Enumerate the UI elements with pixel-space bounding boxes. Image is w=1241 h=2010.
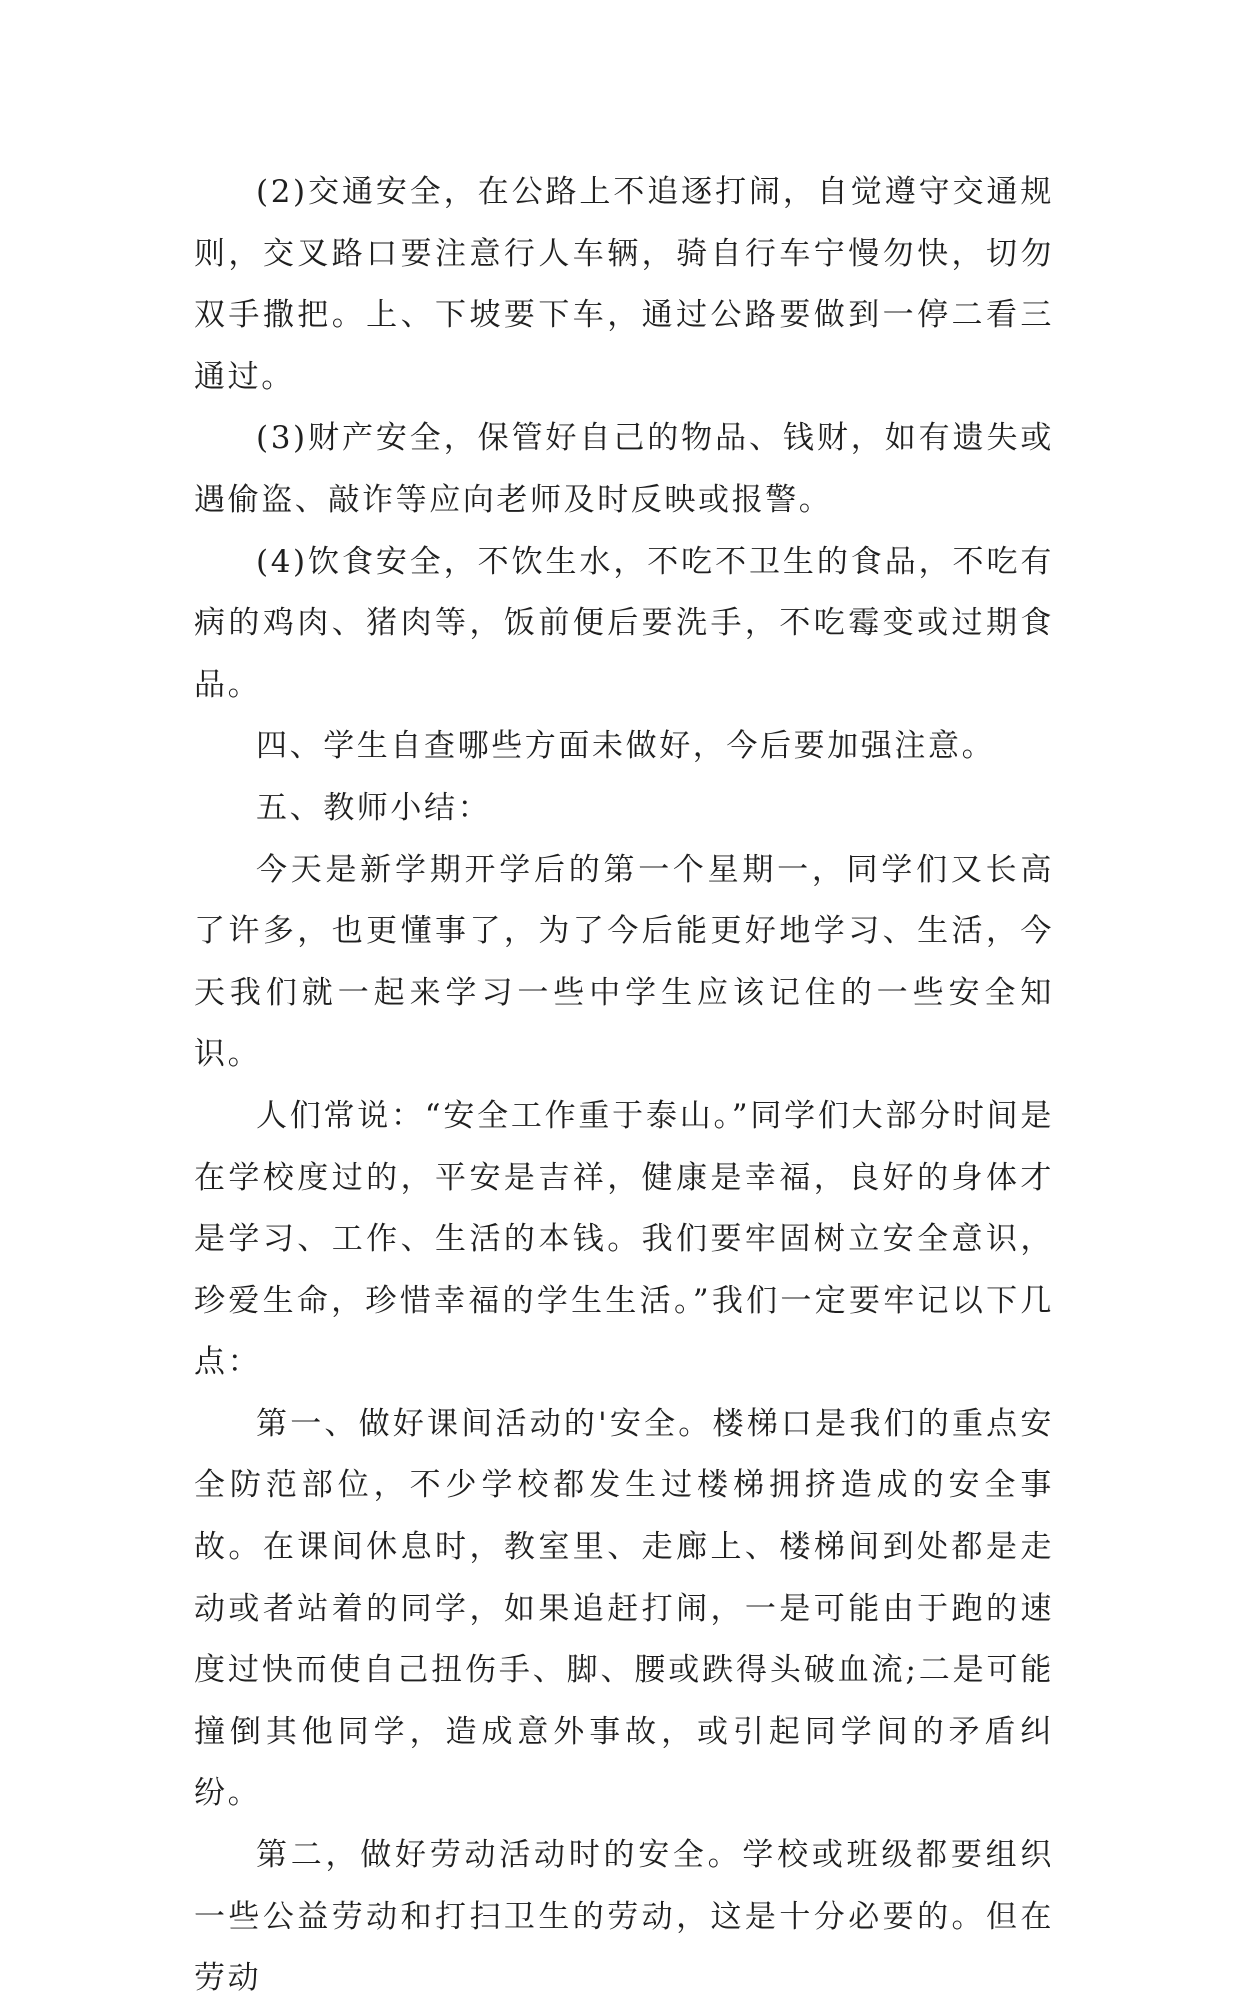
paragraph-food-safety: (4)饮食安全，不饮生水，不吃不卫生的食品，不吃有病的鸡肉、猪肉等，饭前便后要洗手，不吃霉变或过期食品。 bbox=[194, 543, 1054, 703]
paragraph-teacher-summary-heading: 五、教师小结： bbox=[256, 789, 492, 826]
paragraph-labor-safety: 第二，做好劳动活动时的安全。学校或班级都要组织一些公益劳动和打扫卫生的劳动，这是十分必要的。但在劳动 bbox=[194, 1837, 1054, 1997]
paragraph-self-check: 四、学生自查哪些方面未做好，今后要加强注意。 bbox=[256, 728, 996, 765]
paragraph-traffic-safety: (2)交通安全，在公路上不追逐打闹，自觉遵守交通规则，交叉路口要注意行人车辆，骑自行车宁慢勿快，切勿双手撒把。上、下坡要下车，通过公路要做到一停二看三通过。 bbox=[194, 174, 1054, 395]
document-body bbox=[194, 162, 1054, 2010]
paragraph-property-safety: (3)财产安全，保管好自己的物品、钱财，如有遗失或遇偷盗、敲诈等应向老师及时反映或报警。 bbox=[194, 420, 1054, 518]
paragraph-recess-safety: 第一、做好课间活动的'安全。楼梯口是我们的重点安全防范部位，不少学校都发生过楼梯拥挤造成的安全事故。在课间休息时，教室里、走廊上、楼梯间到处都是走动或者站着的同学，如果追赶打闹，一是可能由于跑的速度过快而使自己扭伤手、脚、腰或跌得头破血流;二是可能撞倒其他同学，造成意外事故，或引起同学间的矛盾纠纷。 bbox=[194, 1405, 1054, 1812]
paragraph-safety-quote: 人们常说：“安全工作重于泰山。”同学们大部分时间是在学校度过的，平安是吉祥，健康是幸福，良好的身体才是学习、工作、生活的本钱。我们要牢固树立安全意识，珍爱生命，珍惜幸福的学生生活。”我们一定要牢记以下几点： bbox=[194, 1097, 1054, 1381]
paragraph-new-semester: 今天是新学期开学后的第一个星期一，同学们又长高了许多，也更懂事了，为了今后能更好地学习、生活，今天我们就一起来学习一些中学生应该记住的一些安全知识。 bbox=[194, 851, 1054, 1073]
